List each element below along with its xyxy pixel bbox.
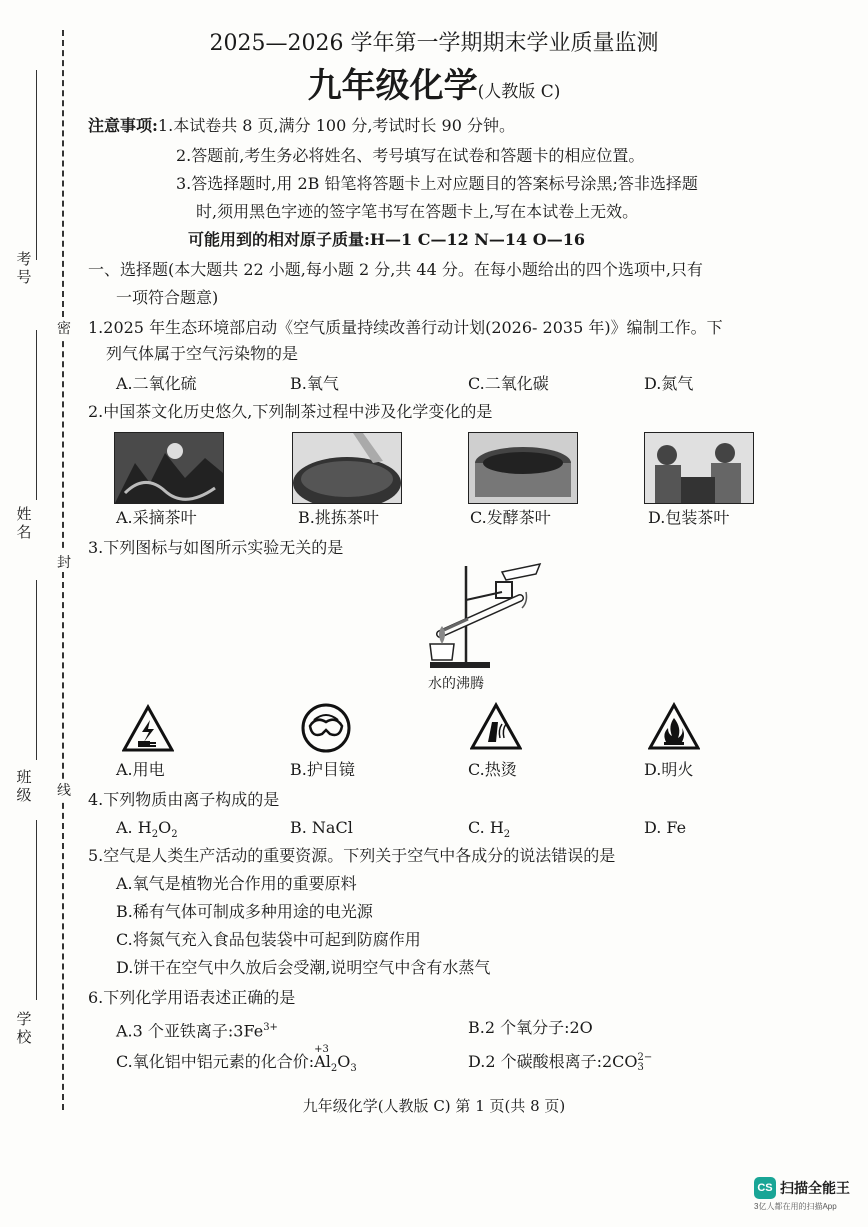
section-heading-a: 一、选择题(本大题共 22 小题,每小题 2 分,共 44 分。在每小题给出的四个选项中,只有 [88,260,703,279]
electric-hazard-icon [122,704,174,756]
notes-item-2: 2.答题前,考生务必将姓名、考号填写在试卷和答题卡的相应位置。 [176,146,645,165]
notes-label: 注意事项: [88,116,158,135]
notes-block [88,116,515,136]
q5-option-c: C.将氮气充入食品包装袋中可起到防腐作用 [116,930,421,949]
q5-option-d: D.饼干在空气中久放后会受潮,说明空气中含有水蒸气 [116,958,491,977]
boiling-water-apparatus [410,562,550,672]
q6-option-b: B.2 个氧分子:2O [468,1018,593,1037]
q6-option-d: D.2 个碳酸根离子:2CO 2− 3 [468,1051,653,1073]
q2-option-a: A.采摘茶叶 [116,508,197,527]
subject-title-main: 九年级化学 [307,66,478,106]
photo-sorting-tea [292,432,402,504]
q6-option-a: A.3 个亚铁离子$:3Fe^{3+}$ [116,1021,278,1041]
scanner-watermark [754,1175,854,1215]
q4-option-c: C. $H_2$ [468,818,511,841]
q5-stem: 5.空气是人类生产活动的重要资源。下列关于空气中各成分的说法错误的是 [88,846,616,865]
q2-option-d: D.包装茶叶 [648,508,730,527]
seal-mi: 密 [54,318,74,338]
hot-surface-icon [470,702,522,754]
q1-option-d: D.氮气 [644,374,694,393]
exam-title-line: 2025—2026 学年第一学期期末学业质量监测 [209,31,659,56]
cs-app-name: 扫描全能王 [780,1180,850,1196]
q5-option-a: A.氧气是植物光合作用的重要原料 [116,874,357,893]
q5-option-b: B.稀有气体可制成多种用途的电光源 [116,902,373,921]
notes-item-3a: 3.答选择题时,用 2B 铅笔将答题卡上对应题目的答案标号涂黑;答非选择题 [176,174,698,193]
q4-option-d: D. Fe [644,818,687,837]
q1-option-b: B.氧气 [290,374,339,393]
notes-item-3b: 时,须用黑色字迹的签字笔书写在答题卡上,写在本试卷上无效。 [196,202,639,221]
section-heading-b: 一项符合题意) [116,288,219,307]
open-flame-icon [648,702,700,754]
goggles-icon [300,702,352,754]
page-footer: 九年级化学(人教版 C) 第 1 页(共 8 页) [302,1097,566,1115]
side-line-xuexiao [36,820,37,1000]
q3-stem: 3.下列图标与如图所示实验无关的是 [88,538,344,557]
figure-caption: 水的沸腾 [428,676,484,692]
q3-option-a: A.用电 [116,760,165,779]
photo-packing-tea [644,432,754,504]
q2-option-c: C.发酵茶叶 [470,508,551,527]
q2-stem: 2.中国茶文化历史悠久,下列制茶过程中涉及化学变化的是 [88,402,493,421]
q6-stem: 6.下列化学用语表述正确的是 [88,988,296,1007]
cs-logo-icon: CS [754,1177,776,1199]
q2-option-b: B.挑拣茶叶 [298,508,379,527]
side-label-kaohao: 考号 [16,250,32,286]
q6-option-c: C.氧化铝中铝元素的化合价: +3 $Al_2O_3$ [116,1052,357,1079]
q3-option-d: D.明火 [644,760,694,779]
seal-xian: 线 [54,780,74,800]
side-label-xuexiao: 学校 [16,1010,32,1046]
photo-picking-tea [114,432,224,504]
cs-tagline: 3亿人都在用的扫描App [754,1202,837,1211]
side-line-banji [36,580,37,760]
valence-mark: +3 [314,1044,329,1055]
side-line-xingming [36,330,37,500]
subject-title-edition: (人教版 C) [477,82,561,102]
q3-option-c: C.热烫 [468,760,517,779]
q4-option-a: A. $H_2O_2$ [116,818,178,841]
q1-option-c: C.二氧化碳 [468,374,549,393]
q4-stem: 4.下列物质由离子构成的是 [88,790,280,809]
atomic-mass-line: 可能用到的相对原子质量:H—1 C—12 N—14 O—16 [188,230,585,249]
q1-stem-a: 1.2025 年生态环境部启动《空气质量持续改善行动计划(2026- 2035 年)》编制工作。下 [88,318,723,337]
q1-option-a: A.二氧化硫 [116,374,197,393]
photo-fermenting-tea [468,432,578,504]
q3-option-b: B.护目镜 [290,760,355,779]
side-label-xingming: 姓名 [16,505,32,541]
q4-option-b: B. NaCl [290,818,353,837]
q1-stem-b: 列气体属于空气污染物的是 [106,344,299,363]
side-label-banji: 班级 [16,768,32,804]
seal-feng: 封 [54,552,74,572]
notes-item-1: 1.本试卷共 8 页,满分 100 分,考试时长 90 分钟。 [157,116,515,135]
subject-title [0,66,868,106]
